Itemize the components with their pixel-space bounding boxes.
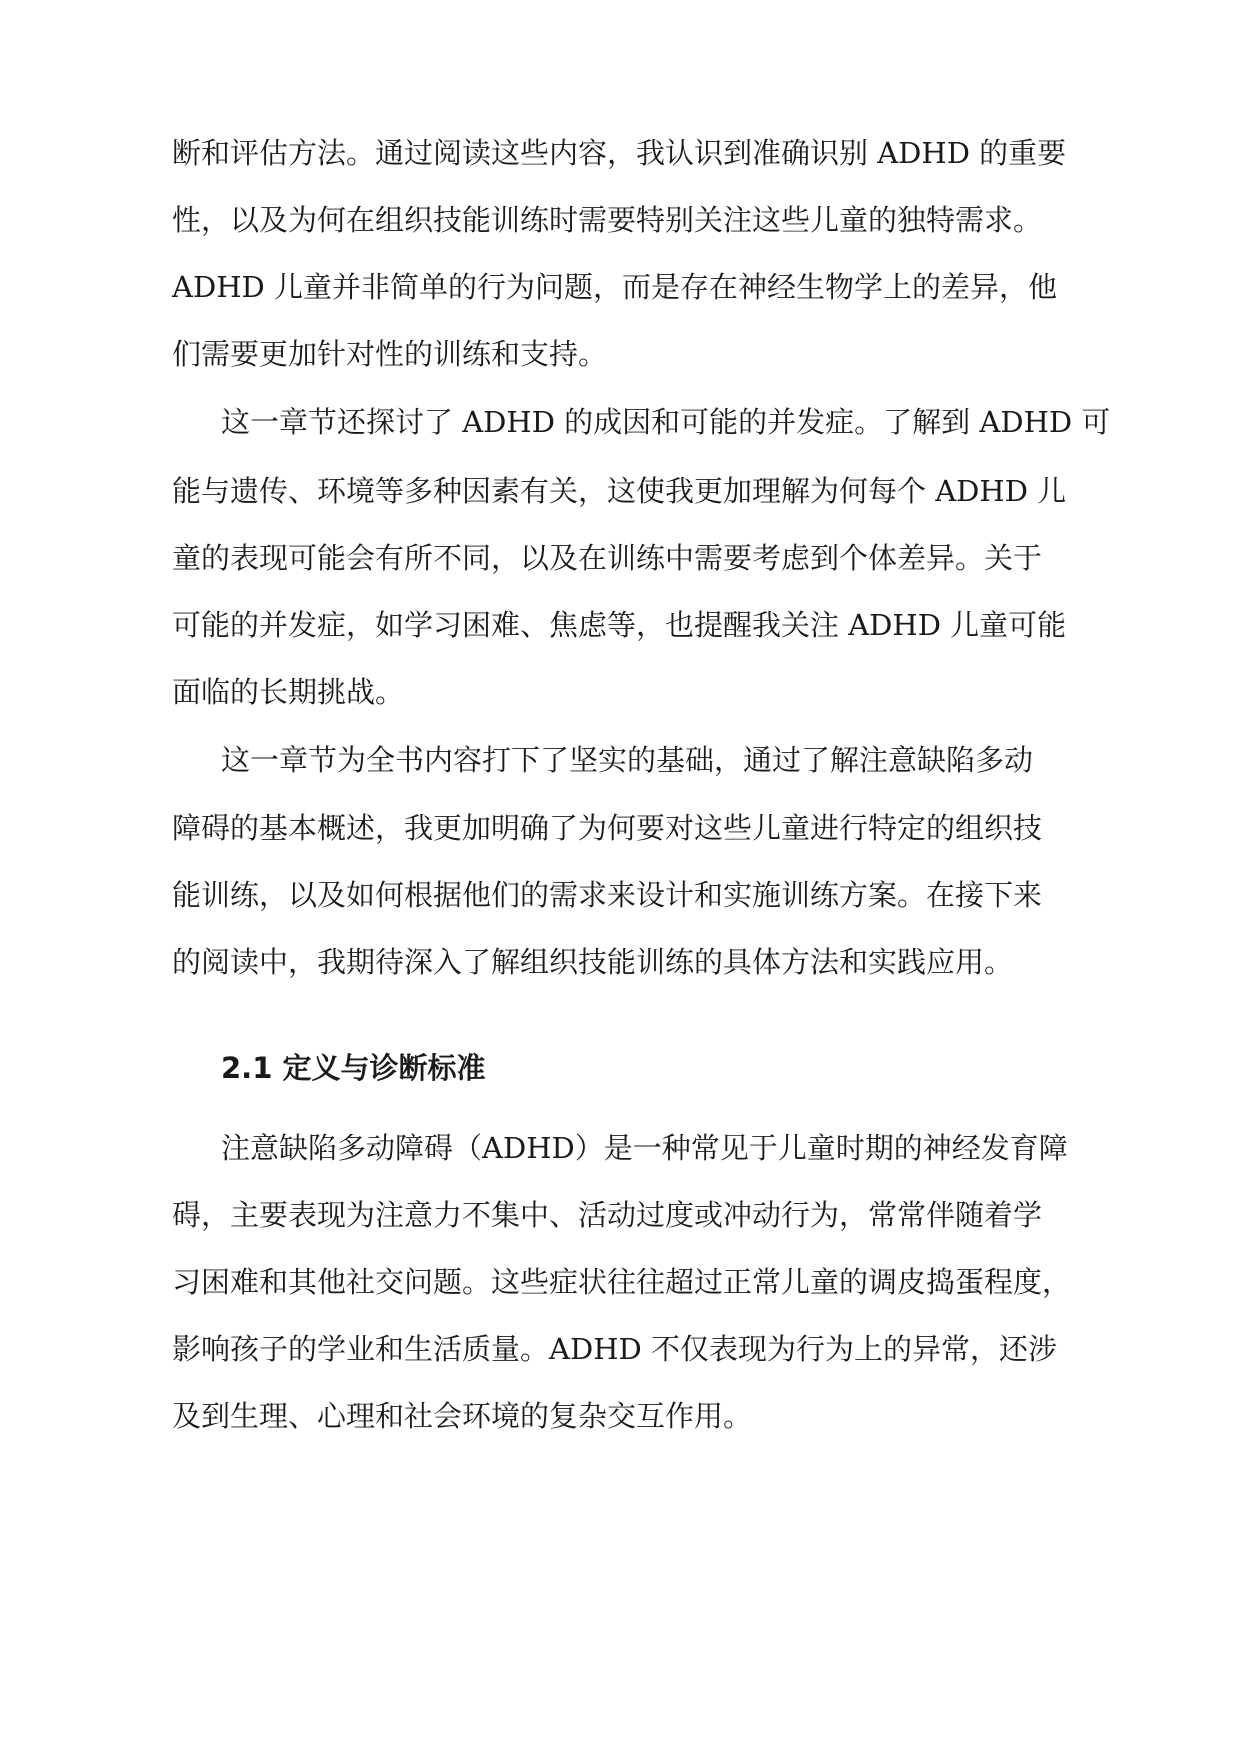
paragraph-line: ADHD 儿童并非简单的行为问题，而是存在神经生物学上的差异，他 — [172, 270, 1057, 304]
paragraph-line: 及到生理、心理和社会环境的复杂交互作用。 — [172, 1399, 753, 1433]
paragraph-line: 能与遗传、环境等多种因素有关，这使我更加理解为何每个 ADHD 儿 — [172, 474, 1067, 508]
paragraph-line: 注意缺陷多动障碍（ADHD）是一种常见于儿童时期的神经发育障 — [221, 1131, 1068, 1165]
paragraph-line: 性，以及为何在组织技能训练时需要特别关注这些儿童的独特需求。 — [172, 203, 1043, 237]
paragraph-line: 面临的长期挑战。 — [172, 675, 405, 709]
section-heading: 2.1 定义与诊断标准 — [221, 1051, 486, 1085]
paragraph-line: 这一章节为全书内容打下了坚实的基础，通过了解注意缺陷多动 — [221, 743, 1034, 777]
paragraph-line: 障碍的基本概述，我更加明确了为何要对这些儿童进行特定的组织技 — [172, 811, 1043, 845]
paragraph-line: 这一章节还探讨了 ADHD 的成因和可能的并发症。了解到 ADHD 可 — [221, 405, 1111, 439]
paragraph-line: 影响孩子的学业和生活质量。ADHD 不仅表现为行为上的异常，还涉 — [172, 1332, 1057, 1366]
paragraph-line: 童的表现可能会有所不同，以及在训练中需要考虑到个体差异。关于 — [172, 541, 1043, 575]
paragraph-line: 的阅读中，我期待深入了解组织技能训练的具体方法和实践应用。 — [172, 945, 1014, 979]
paragraph-line: 们需要更加针对性的训练和支持。 — [172, 337, 608, 371]
paragraph-line: 能训练，以及如何根据他们的需求来设计和实施训练方案。在接下来 — [172, 878, 1043, 912]
paragraph-line: 断和评估方法。通过阅读这些内容，我认识到准确识别 ADHD 的重要 — [172, 136, 1067, 170]
paragraph-line: 碍，主要表现为注意力不集中、活动过度或冲动行为，常常伴随着学 — [172, 1198, 1043, 1232]
paragraph-line: 可能的并发症，如学习困难、焦虑等，也提醒我关注 ADHD 儿童可能 — [172, 608, 1067, 642]
paragraph-line: 习困难和其他社交问题。这些症状往往超过正常儿童的调皮捣蛋程度， — [172, 1265, 1072, 1299]
